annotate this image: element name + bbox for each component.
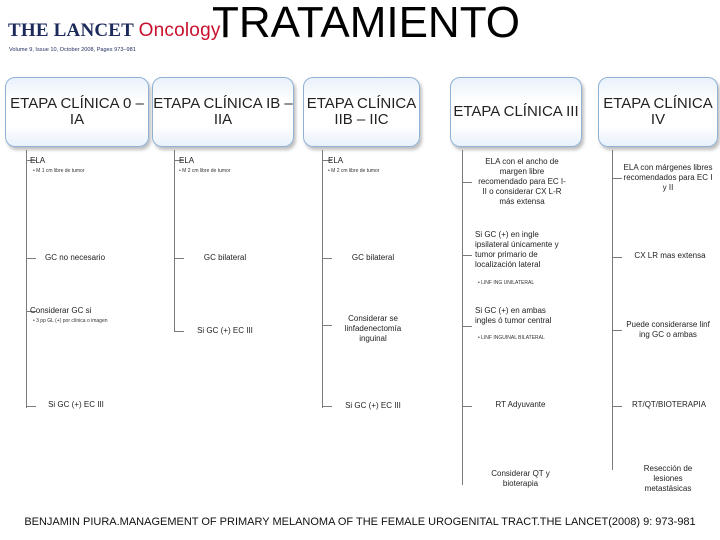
step-ela: ELA — [30, 156, 46, 165]
logo-brand-text: THE LANCET — [8, 20, 134, 41]
column-1-heading: ETAPA CLÍNICA IB – IIA — [152, 77, 294, 147]
logo-brand — [8, 20, 221, 42]
citation-footer: BENJAMIN PIURA.MANAGEMENT OF PRIMARY MELANOMA OF THE FEMALE UROGENITAL TRACT.THE LANCET(2008) 9: 973-981 — [24, 516, 696, 528]
step-gc-bilateral: GC bilateral — [351, 253, 395, 262]
step-ela: ELA — [328, 156, 344, 165]
step-qt-bioterapia: Considerar QT y bioterapia — [491, 469, 550, 488]
connector-tick — [26, 406, 36, 407]
connector-tick — [612, 257, 622, 258]
step-rt-qt-bioterapia: RT/QT/BIOTERAPIA — [631, 400, 707, 409]
connector-tick — [174, 331, 184, 332]
step-note: • 3 pp GL (+) por clínica o imagen — [33, 318, 108, 324]
connector-tick — [612, 178, 622, 179]
column-4-heading: ETAPA CLÍNICA IV — [598, 77, 718, 147]
connector-tick — [174, 258, 184, 259]
connector-tick — [322, 406, 332, 407]
column-3-heading: ETAPA CLÍNICA III — [450, 77, 582, 147]
step-linfadenectomia: Considerar se linfadenectomía inguinal — [344, 314, 402, 343]
column-2-connector — [322, 150, 323, 408]
step-reseccion: Resección de lesiones metastásicas — [643, 464, 693, 493]
step-note: • M 1 cm libre de tumor — [33, 168, 85, 174]
step-ela: ELA — [179, 156, 195, 165]
connector-tick — [612, 330, 622, 331]
step-si-gc-ec-iii: Si GC (+) EC III — [197, 326, 253, 335]
step-si-gc-ec-iii: Si GC (+) EC III — [345, 401, 401, 410]
column-3-connector — [462, 150, 463, 485]
column-1-connector — [174, 150, 175, 332]
step-gc-ipsilateral: Si GC (+) en ingle ipsilateral únicamente y tumor primario de localización lateral — [475, 230, 559, 269]
step-considerar-gc: Considerar GC si — [30, 306, 92, 315]
connector-tick — [322, 258, 332, 259]
connector-tick — [462, 255, 472, 256]
step-note: • LINF INGUINAL BILATERAL — [478, 335, 545, 341]
logo-onc-text: Oncology — [138, 20, 221, 41]
step-ela-margen: ELA con el ancho de margen libre recomendado para EC I-II o considerar CX L-R más extensa — [478, 157, 566, 206]
step-note: • M 2 cm libre de tumor — [328, 168, 380, 174]
column-0-heading: ETAPA CLÍNICA 0 – IA — [5, 77, 149, 147]
page-title: TRATAMIENTO — [212, 0, 520, 47]
connector-tick — [462, 326, 472, 327]
step-linf-ing: Puede considerarse linf ing GC o ambas — [626, 320, 710, 339]
column-0-connector — [26, 150, 27, 408]
lancet-oncology-logo — [8, 14, 221, 56]
step-si-gc-ec-iii: Si GC (+) EC III — [48, 400, 104, 409]
step-note: • LINF ING UNILATERAL — [478, 280, 535, 286]
step-note: • M 2 cm libre de tumor — [179, 168, 231, 174]
connector-tick — [462, 182, 472, 183]
step-gc-no-necesario: GC no necesario — [44, 253, 106, 262]
step-gc-ambas: Si GC (+) en ambas ingles ó tumor central — [475, 306, 552, 325]
logo-subtitle: Volume 9, Issue 10, October 2008, Pages 973–981 — [9, 47, 136, 53]
column-4-connector — [612, 150, 613, 470]
step-ela-margenes: ELA con márgenes libres recomendados para EC I y II — [623, 163, 713, 192]
step-rt-adyuvante: RT Adyuvante — [495, 400, 546, 409]
connector-tick — [322, 325, 332, 326]
step-cx-lr: CX LR mas extensa — [634, 251, 706, 260]
step-gc-bilateral: GC bilateral — [203, 253, 247, 262]
column-2-heading: ETAPA CLÍNICA IIB – IIC — [303, 77, 420, 147]
connector-tick — [462, 406, 472, 407]
